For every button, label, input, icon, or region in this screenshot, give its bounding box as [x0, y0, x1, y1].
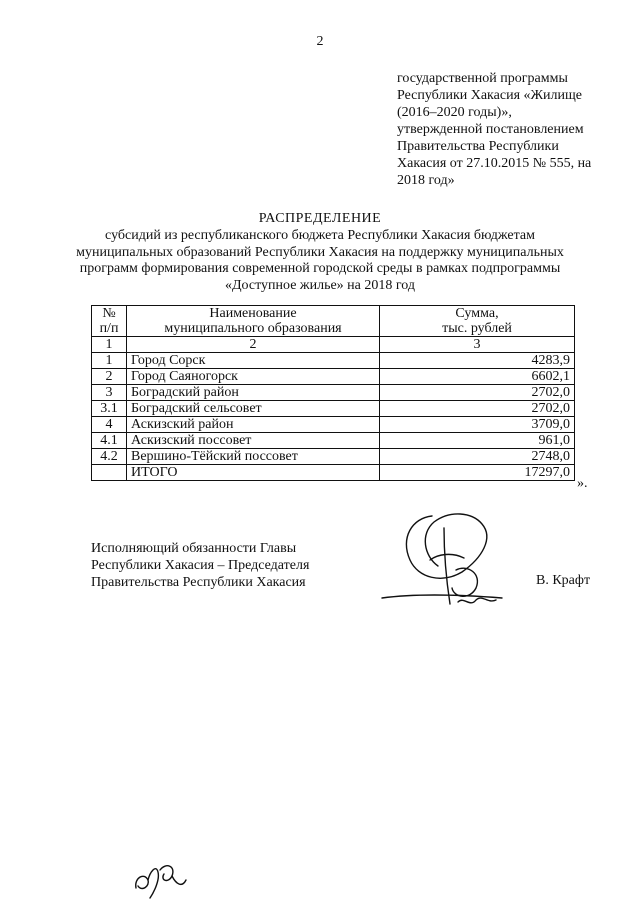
table-row: [92, 369, 575, 385]
approval-line: государственной программы: [397, 71, 568, 86]
row-name: Аскизский район: [127, 417, 380, 433]
approval-line: (2016–2020 годы)»,: [397, 105, 512, 120]
approval-line: Правительства Республики: [397, 139, 559, 154]
approval-line: 2018 год»: [397, 173, 455, 188]
total-num: [92, 465, 127, 481]
signatory-line: Исполняющий обязанности Главы: [91, 541, 297, 556]
row-name: Город Сорск: [127, 353, 380, 369]
table-total-row: [92, 465, 575, 481]
subtitle-line: программ формирования современной городской среды в рамках подпрограммы: [79, 261, 561, 276]
row-sum: 3709,0: [380, 417, 575, 433]
approval-line: Республики Хакасия «Жилище: [397, 88, 583, 103]
header-sum-line: Сумма,: [455, 306, 499, 321]
row-sum: 2702,0: [380, 385, 575, 401]
row-sum: 4283,9: [380, 353, 575, 369]
signatory-title: [91, 540, 309, 591]
approval-note: [397, 70, 622, 189]
page-number: 2: [316, 34, 324, 49]
header-name-line: муниципального образования: [164, 321, 342, 336]
column-number-row: [92, 337, 575, 353]
subtitle-line: муниципальных образований Республики Хакасия на поддержку муниципальных: [76, 244, 564, 260]
column-number: 2: [127, 337, 380, 353]
handwritten-initials: [130, 858, 190, 900]
document-subtitle: [60, 228, 580, 294]
total-label: ИТОГО: [127, 465, 380, 481]
row-num: 4.2: [92, 449, 127, 465]
column-number: 1: [92, 337, 127, 353]
row-name: Боградский район: [127, 385, 380, 401]
row-num: 1: [92, 353, 127, 369]
subtitle-line: субсидий из республиканского бюджета Республики Хакасия бюджетам: [105, 228, 535, 243]
header-sum-line: тыс. рублей: [442, 321, 512, 336]
row-num: 3.1: [92, 401, 127, 417]
table-row: [92, 449, 575, 465]
total-sum: 17297,0: [380, 465, 575, 481]
subsidy-table: [91, 305, 575, 481]
signatory-line: Правительства Республики Хакасия: [91, 575, 306, 590]
row-name: Город Саяногорск: [127, 369, 380, 385]
table-row: [92, 385, 575, 401]
row-name: Боградский сельсовет: [127, 401, 380, 417]
row-num: 2: [92, 369, 127, 385]
header-num-line: №: [102, 306, 116, 321]
header-name-line: Наименование: [209, 306, 297, 321]
table-row: [92, 417, 575, 433]
header-num: [92, 306, 127, 337]
row-num: 4: [92, 417, 127, 433]
header-num-line: п/п: [99, 321, 119, 336]
row-sum: 6602,1: [380, 369, 575, 385]
row-name: Вершино-Тёйский поссовет: [127, 449, 380, 465]
row-sum: 961,0: [380, 433, 575, 449]
signer-name: В. Крафт: [536, 573, 591, 588]
row-num: 4.1: [92, 433, 127, 449]
table-row: [92, 353, 575, 369]
row-name: Аскизский поссовет: [127, 433, 380, 449]
closing-quote: ».: [577, 476, 588, 491]
header-name: [127, 306, 380, 337]
row-num: 3: [92, 385, 127, 401]
table-header-row: [92, 306, 575, 337]
approval-line: утвержденной постановлением: [397, 122, 584, 137]
document-title: РАСПРЕДЕЛЕНИЕ: [258, 211, 382, 226]
header-sum: [380, 306, 575, 337]
handwritten-signature: [372, 508, 522, 618]
table-row: [92, 401, 575, 417]
approval-line: Хакасия от 27.10.2015 № 555, на: [397, 156, 592, 171]
column-number: 3: [380, 337, 575, 353]
subtitle-line: «Доступное жилье» на 2018 год: [225, 277, 415, 293]
row-sum: 2702,0: [380, 401, 575, 417]
row-sum: 2748,0: [380, 449, 575, 465]
signatory-line: Республики Хакасия – Председателя: [91, 558, 310, 573]
table-row: [92, 433, 575, 449]
